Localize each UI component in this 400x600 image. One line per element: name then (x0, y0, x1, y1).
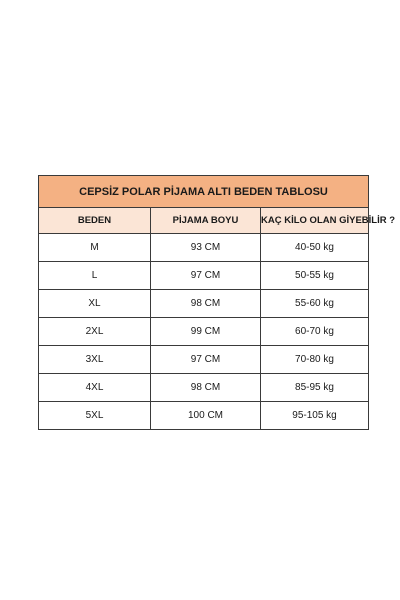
size-cell: 4XL (39, 374, 151, 402)
size-cell: 2XL (39, 318, 151, 346)
size-cell: L (39, 262, 151, 290)
weight-cell: 55-60 kg (261, 290, 369, 318)
length-cell: 97 CM (151, 346, 261, 374)
weight-cell: 60-70 kg (261, 318, 369, 346)
table-row (39, 402, 369, 430)
size-cell: 5XL (39, 402, 151, 430)
table-header-row (39, 208, 369, 234)
size-cell: M (39, 234, 151, 262)
length-cell: 98 CM (151, 290, 261, 318)
weight-cell: 95-105 kg (261, 402, 369, 430)
length-cell: 93 CM (151, 234, 261, 262)
size-cell: 3XL (39, 346, 151, 374)
size-table (38, 175, 396, 430)
table-row (39, 318, 369, 346)
header-size: BEDEN (39, 208, 151, 234)
weight-cell: 85-95 kg (261, 374, 369, 402)
size-cell: XL (39, 290, 151, 318)
table-row (39, 374, 369, 402)
length-cell: 97 CM (151, 262, 261, 290)
length-cell: 100 CM (151, 402, 261, 430)
table-title: CEPSİZ POLAR PİJAMA ALTI BEDEN TABLOSU (39, 176, 369, 208)
table-row (39, 262, 369, 290)
table-row (39, 346, 369, 374)
table-title-row (39, 176, 369, 208)
length-cell: 99 CM (151, 318, 261, 346)
size-chart (38, 175, 396, 430)
weight-cell: 40-50 kg (261, 234, 369, 262)
header-pajama-length: PİJAMA BOYU (151, 208, 261, 234)
header-weight-range: KAÇ KİLO OLAN GİYEBİLİR ? (261, 208, 369, 234)
length-cell: 98 CM (151, 374, 261, 402)
table-row (39, 234, 369, 262)
weight-cell: 50-55 kg (261, 262, 369, 290)
table-row (39, 290, 369, 318)
weight-cell: 70-80 kg (261, 346, 369, 374)
